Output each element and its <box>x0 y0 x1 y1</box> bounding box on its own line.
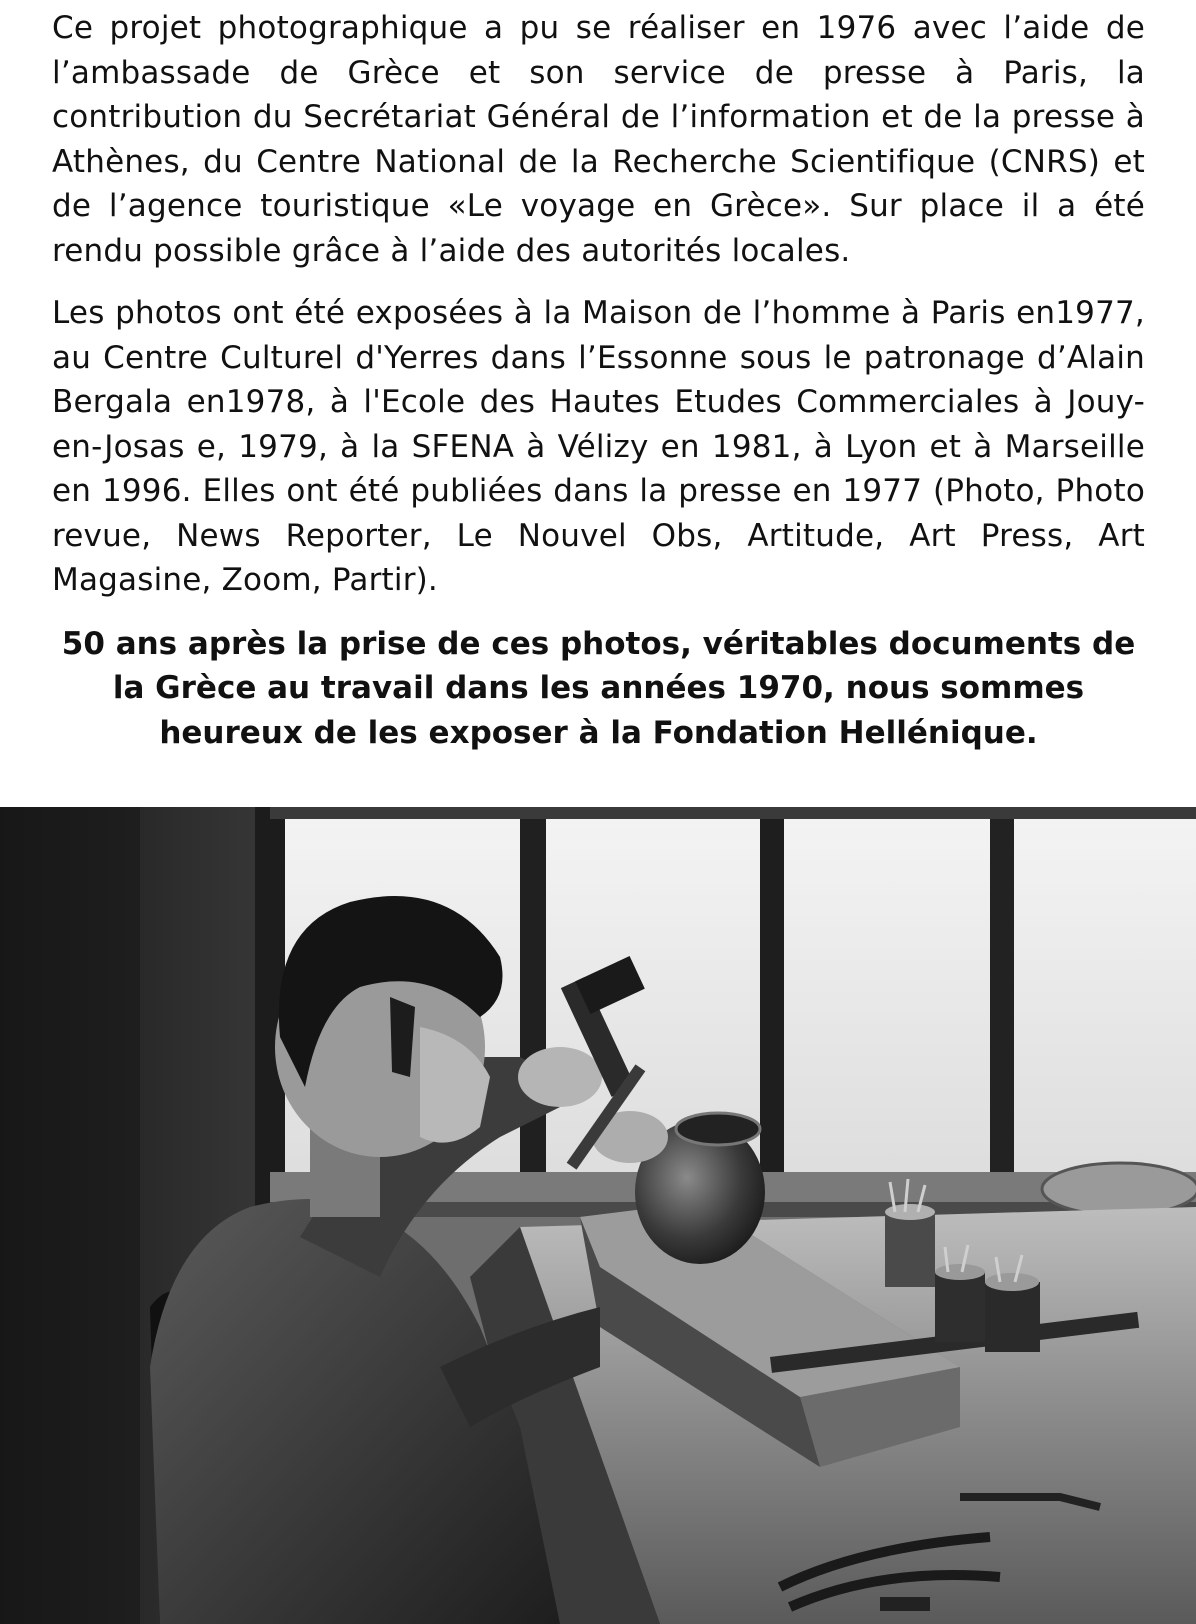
paragraph-exhibitions: Les photos ont été exposées à la Maison de l’homme à Paris en1977, au Centre Culturel d'Yerres dans l’Essonne sous le patronage d’Alain Bergala en1978, à l'Ecole des Hautes Etudes Commerciales à Jouy-en-Josas e, 1979, à la SFENA à Vélizy en 1981, à Lyon et à Marseille en 1996. Elles ont été publiées dans la presse en 1977 (Photo, Photo revue, News Reporter, Le Nouvel Obs, Artitude, Art Press, Art Magasine, Zoom, Partir). <box>52 295 1145 598</box>
paragraph-project: Ce projet photographique a pu se réaliser en 1976 avec l’aide de l’ambassade de Grèce et son service de presse à Paris, la contribution du Secrétariat Général de l’information et de la presse à Athènes, du Centre National de la Recherche Scientifique (CNRS) et de l’agence touristique «Le voyage en Grèce». Sur place il a été rendu possible grâce à l’aide des autorités locales. <box>52 10 1145 269</box>
highlight-statement: 50 ans après la prise de ces photos, véritables documents de la Grèce au travail dans les années 1970, nous sommes heureux de les exposer à la Fondation Hellénique. <box>61 625 1136 751</box>
craftsman-photo <box>0 807 1196 1624</box>
text-block <box>52 6 1145 755</box>
craftsman-photo-illustration <box>0 807 1196 1624</box>
